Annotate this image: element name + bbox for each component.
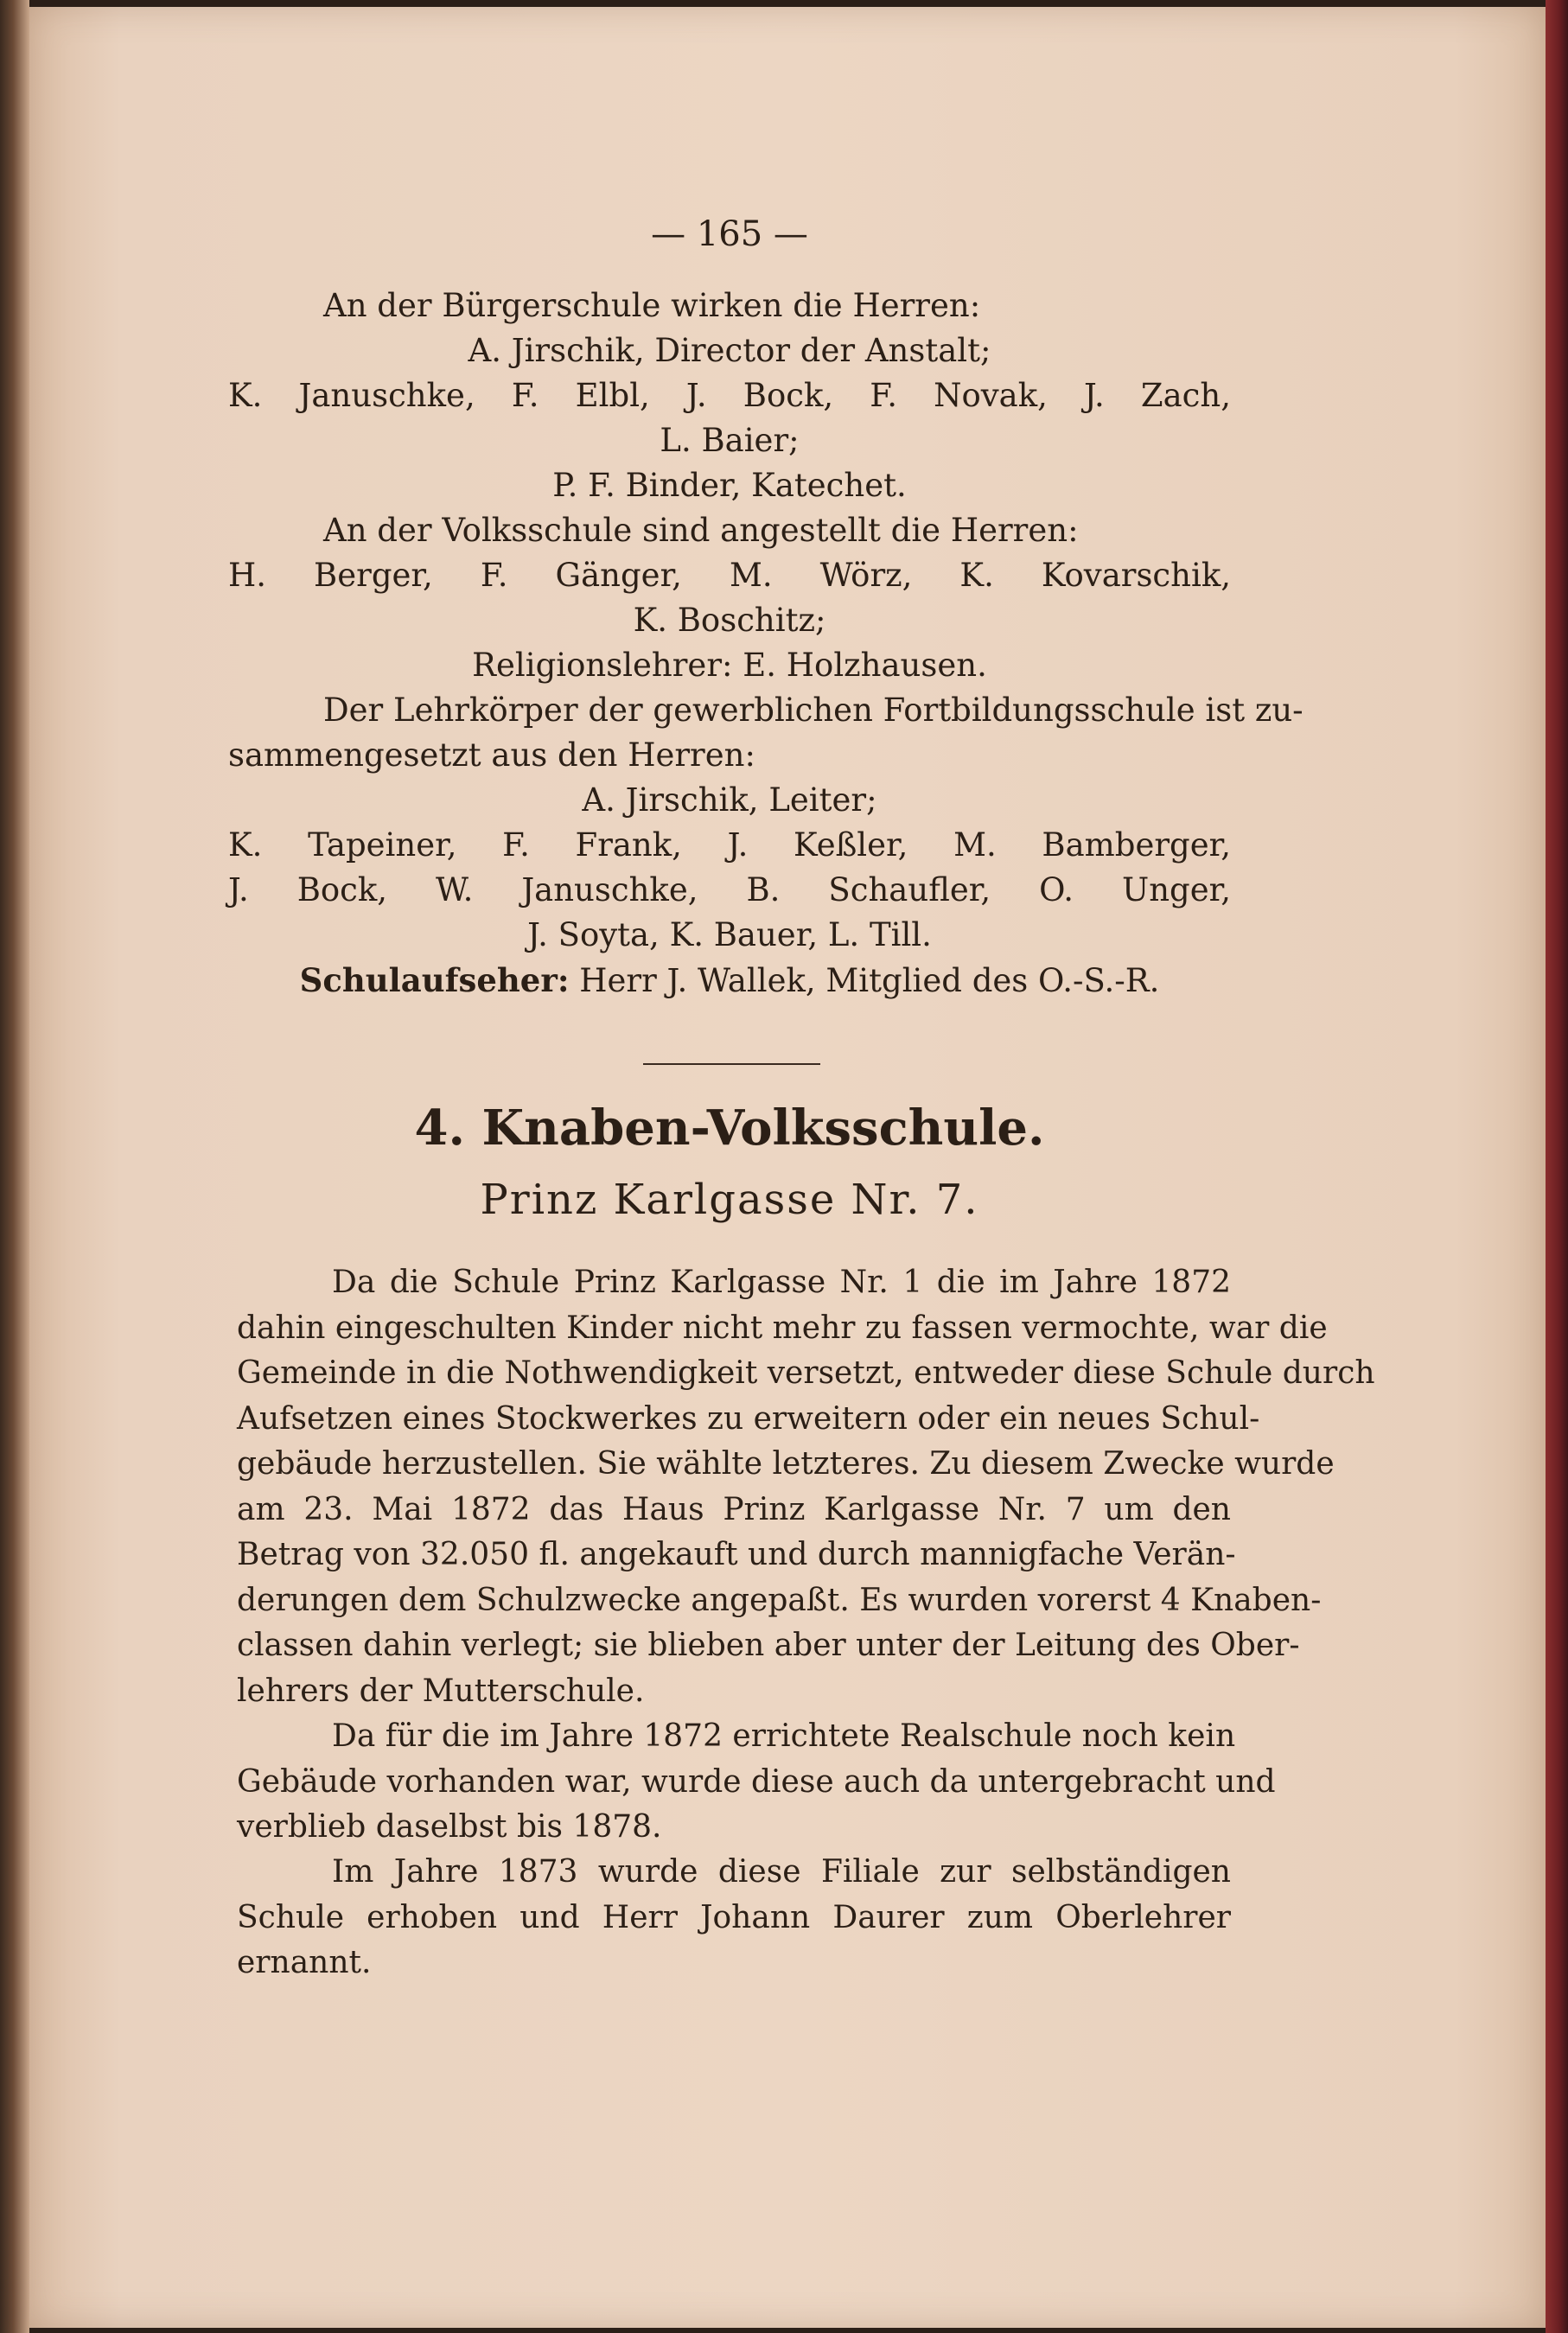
paragraph-line: dahin eingeschulten Kinder nicht mehr zu fassen vermochte, war die	[237, 1310, 1328, 1346]
paragraph-line: lehrers der Mutterschule.	[237, 1673, 645, 1709]
text-line: K. Boschitz;	[633, 602, 826, 639]
paragraph-3	[237, 1850, 1231, 1986]
paragraph-line: derungen dem Schulzwecke angepaßt. Es wurden vorerst 4 Knaben-	[237, 1582, 1322, 1618]
text-line: P. F. Binder, Katechet.	[552, 467, 907, 504]
paragraph-line: Gemeinde in die Nothwendigkeit versetzt, entweder diese Schule durch	[237, 1355, 1375, 1391]
book-spine	[0, 0, 29, 2333]
paragraph-line: Im Jahre 1873 wurde diese Filiale zur selbständigen	[332, 1854, 1231, 1890]
section-title: 4. Knaben-Volksschule.	[414, 1100, 1045, 1157]
text-line: An der Volksschule sind angestellt die Herren:	[323, 512, 1079, 549]
book-cover-edge	[1546, 0, 1568, 2333]
paragraph-line: ernannt.	[237, 1945, 372, 1980]
paragraph-1	[237, 1260, 1375, 1714]
paragraph-line: Da die Schule Prinz Karlgasse Nr. 1 die im Jahre 1872	[332, 1265, 1231, 1300]
paragraph-line: verblieb daselbst bis 1878.	[237, 1809, 662, 1845]
paragraph-line: gebäude herzustellen. Sie wählte letzteres. Zu diesem Zwecke wurde	[237, 1446, 1335, 1482]
text-line: J. Soyta, K. Bauer, L. Till.	[527, 916, 932, 953]
text-line: H. Berger, F. Gänger, M. Wörz, K. Kovarschik,	[228, 557, 1231, 594]
paragraph-line: classen dahin verlegt; sie blieben aber unter der Leitung des Ober-	[237, 1628, 1300, 1663]
paragraph-line: Aufsetzen eines Stockwerkes zu erweitern oder ein neues Schul-	[237, 1400, 1260, 1437]
supervisor-label: Schulaufseher:	[299, 961, 570, 999]
text-line: K. Januschke, F. Elbl, J. Bock, F. Novak, J. Zach,	[228, 377, 1231, 414]
paragraph-line: Betrag von 32.050 fl. angekauft und durch mannigfache Verän-	[237, 1537, 1236, 1572]
text-line: Religionslehrer: E. Holzhausen.	[472, 647, 987, 684]
text-line: A. Jirschik, Director der Anstalt;	[468, 332, 991, 369]
paragraph-line: Da für die im Jahre 1872 errichtete Realschule noch kein	[332, 1718, 1236, 1754]
book-page	[29, 7, 1546, 2328]
text-line: J. Bock, W. Januschke, B. Schaufler, O. Unger,	[228, 871, 1231, 908]
supervisor-line	[228, 958, 1231, 1004]
page-number: — 165 —	[651, 214, 808, 254]
section-divider	[643, 1063, 820, 1065]
text-line: K. Tapeiner, F. Frank, J. Keßler, M. Bamberger,	[228, 826, 1231, 864]
paragraph-2	[237, 1714, 1276, 1851]
paragraph-line: am 23. Mai 1872 das Haus Prinz Karlgasse Nr. 7 um den	[237, 1491, 1231, 1527]
text-line: A. Jirschik, Leiter;	[582, 781, 877, 819]
section-subtitle: Prinz Karlgasse Nr. 7.	[480, 1176, 979, 1224]
text-line: Der Lehrkörper der gewerblichen Fortbildungsschule ist zu-	[323, 692, 1303, 729]
text-line: sammengesetzt aus den Herren:	[228, 736, 755, 774]
paragraph-line: Gebäude vorhanden war, wurde diese auch da untergebracht und	[237, 1763, 1276, 1800]
text-line: An der Bürgerschule wirken die Herren:	[323, 287, 981, 324]
paragraph-line: Schule erhoben und Herr Johann Daurer zum Oberlehrer	[237, 1899, 1231, 1935]
supervisor-value: Herr J. Wallek, Mitglied des O.-S.-R.	[569, 962, 1160, 999]
text-line: L. Baier;	[660, 422, 800, 459]
